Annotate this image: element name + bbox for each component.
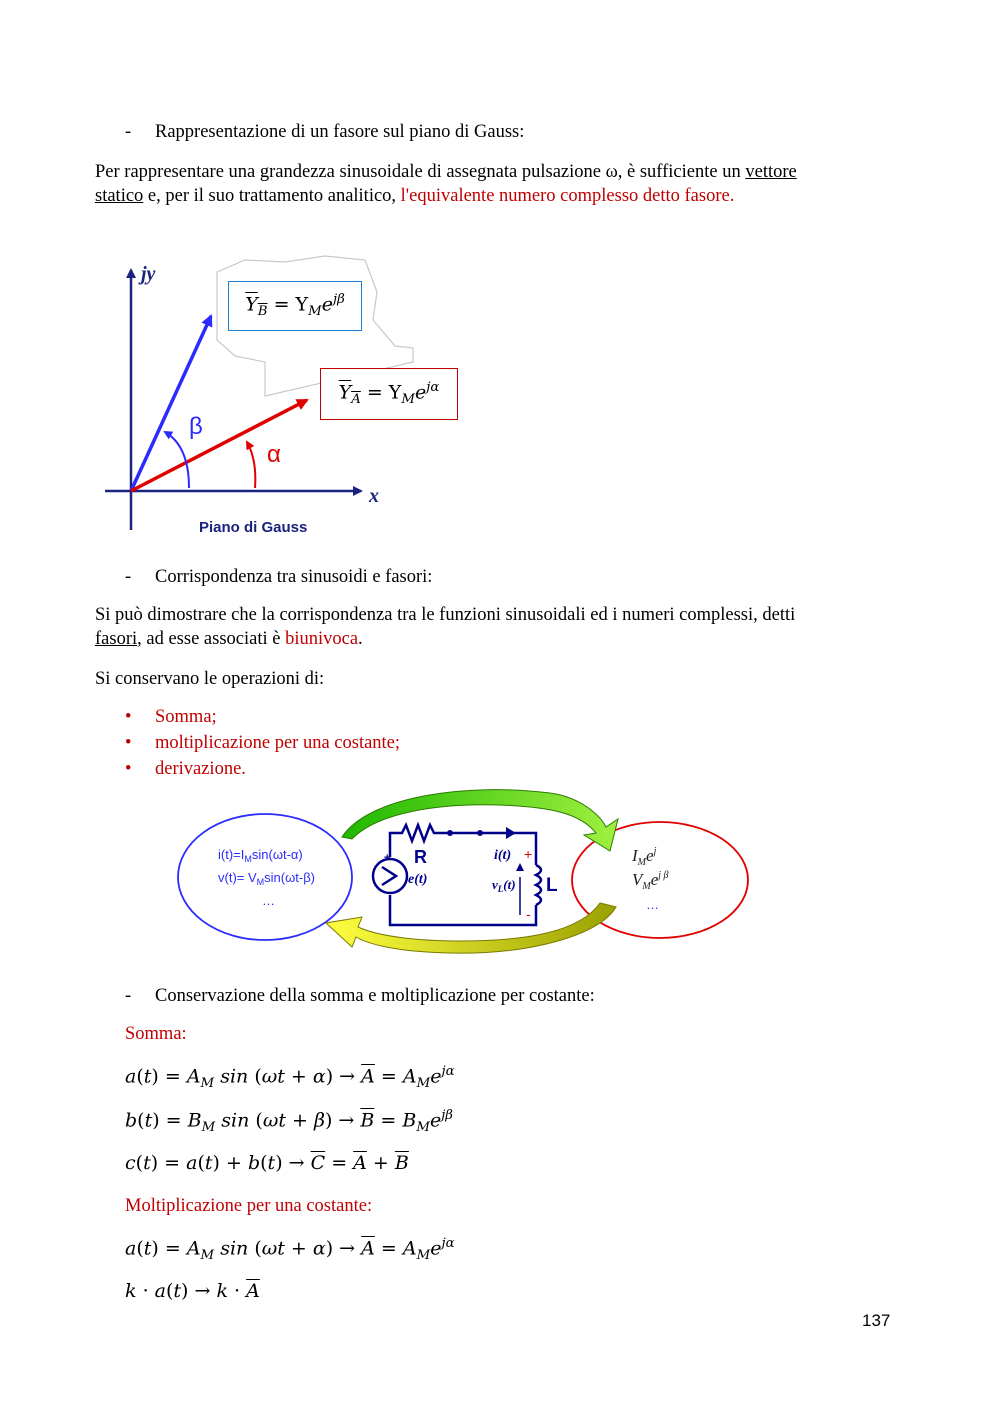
operations-intro: Si conservano le operazioni di: [95, 669, 325, 689]
minus-sign: - [526, 906, 531, 922]
rl-circuit [373, 825, 541, 925]
phasor-current: $I_Me^j$ [632, 846, 657, 868]
gauss-caption: Piano di Gauss [199, 519, 308, 536]
eq-b-of-t: $b(t) = B_M$ $\sin (\omega t + \beta) \to \overline{B} = B_Me^{j\beta}$ [125, 1108, 453, 1136]
phasor-correspondence-diagram [170, 785, 760, 960]
phasor-ellipsis: … [646, 897, 659, 912]
x-axis-label: x [369, 485, 379, 507]
time-eq-current: $i(t)=I_M\sin(\omega t-\alpha)$ [218, 847, 303, 864]
ya-formula-box: $\overline{Y}_{\overline{A}} = Y_Me^{j\alpha}$ [320, 368, 458, 420]
current-label: i(t) [494, 848, 512, 863]
y-axis-label: jy [141, 263, 156, 285]
time-eq-voltage: $v(t)= V_M\sin(\omega t-\beta)$ [218, 870, 316, 887]
backward-arrow [326, 903, 616, 953]
beta-arc [165, 432, 189, 488]
alpha-label: α [267, 441, 281, 468]
dash-marker: - [125, 567, 132, 587]
section-1-heading: Rappresentazione di un fasore sul piano di Gauss: [155, 122, 525, 142]
eq-c-of-t: $c(t) = a(t) + b(t) \to \overline{C} = \overline{A} + \overline{B}$ [125, 1152, 409, 1174]
resistor-label: R [414, 847, 427, 867]
section-2-paragraph: Si può dimostrare che la corrispondenza tra le funzioni sinusoidali ed i numeri complessi, detti fasori, ad esse associati è biunivoca. [95, 605, 796, 649]
source-label: e(t) [408, 872, 428, 887]
operations-list: • Somma; • moltiplicazione per una costante; • derivazione. [125, 707, 401, 779]
section-1-paragraph: Per rappresentare una grandezza sinusoidale di assegnata pulsazione ω, è sufficiente un vettore statico e, per il suo trattamento analitico, l'equivalente numero complesso detto fasore. [95, 162, 797, 206]
phasor-yb-arrow [131, 316, 211, 491]
time-eq-ellipsis: … [262, 893, 275, 908]
source-plus: + [384, 852, 391, 864]
section-3-heading: Conservazione della somma e moltiplicazione per costante: [155, 986, 595, 1006]
mult-title: Moltiplicazione per una costante: [125, 1196, 373, 1216]
phasor-voltage: $V_Me^{j \beta}$ [632, 870, 669, 892]
page-number: 137 [862, 1311, 891, 1330]
vl-label: $v_L(t)$ [492, 877, 516, 894]
eq-k-times-a: $k \cdot a(t) \to k \cdot \overline{A}$ [125, 1280, 260, 1302]
plus-sign: + [524, 846, 533, 862]
inductor-label: L [546, 875, 558, 896]
eq-a-of-t-repeat: $a(t) = A_M$ $\sin (\omega t + \alpha) \to \overline{A} = A_Me^{j\alpha}$ [125, 1236, 455, 1264]
alpha-arc [247, 442, 255, 488]
forward-arrow [342, 790, 618, 851]
dash-marker: - [125, 122, 132, 142]
dash-marker: - [125, 986, 132, 1006]
eq-a-of-t: $a(t) = A_M$ $\sin (\omega t + \alpha) \to \overline{A} = A_Me^{j\alpha}$ [125, 1064, 455, 1092]
section-2-heading: Corrispondenza tra sinusoidi e fasori: [155, 567, 433, 587]
somma-title: Somma: [125, 1024, 187, 1044]
yb-formula-box: $\overline{Y}_{\overline{B}} = Y_Me^{j\beta}$ [228, 281, 362, 331]
beta-label: β [189, 413, 203, 440]
